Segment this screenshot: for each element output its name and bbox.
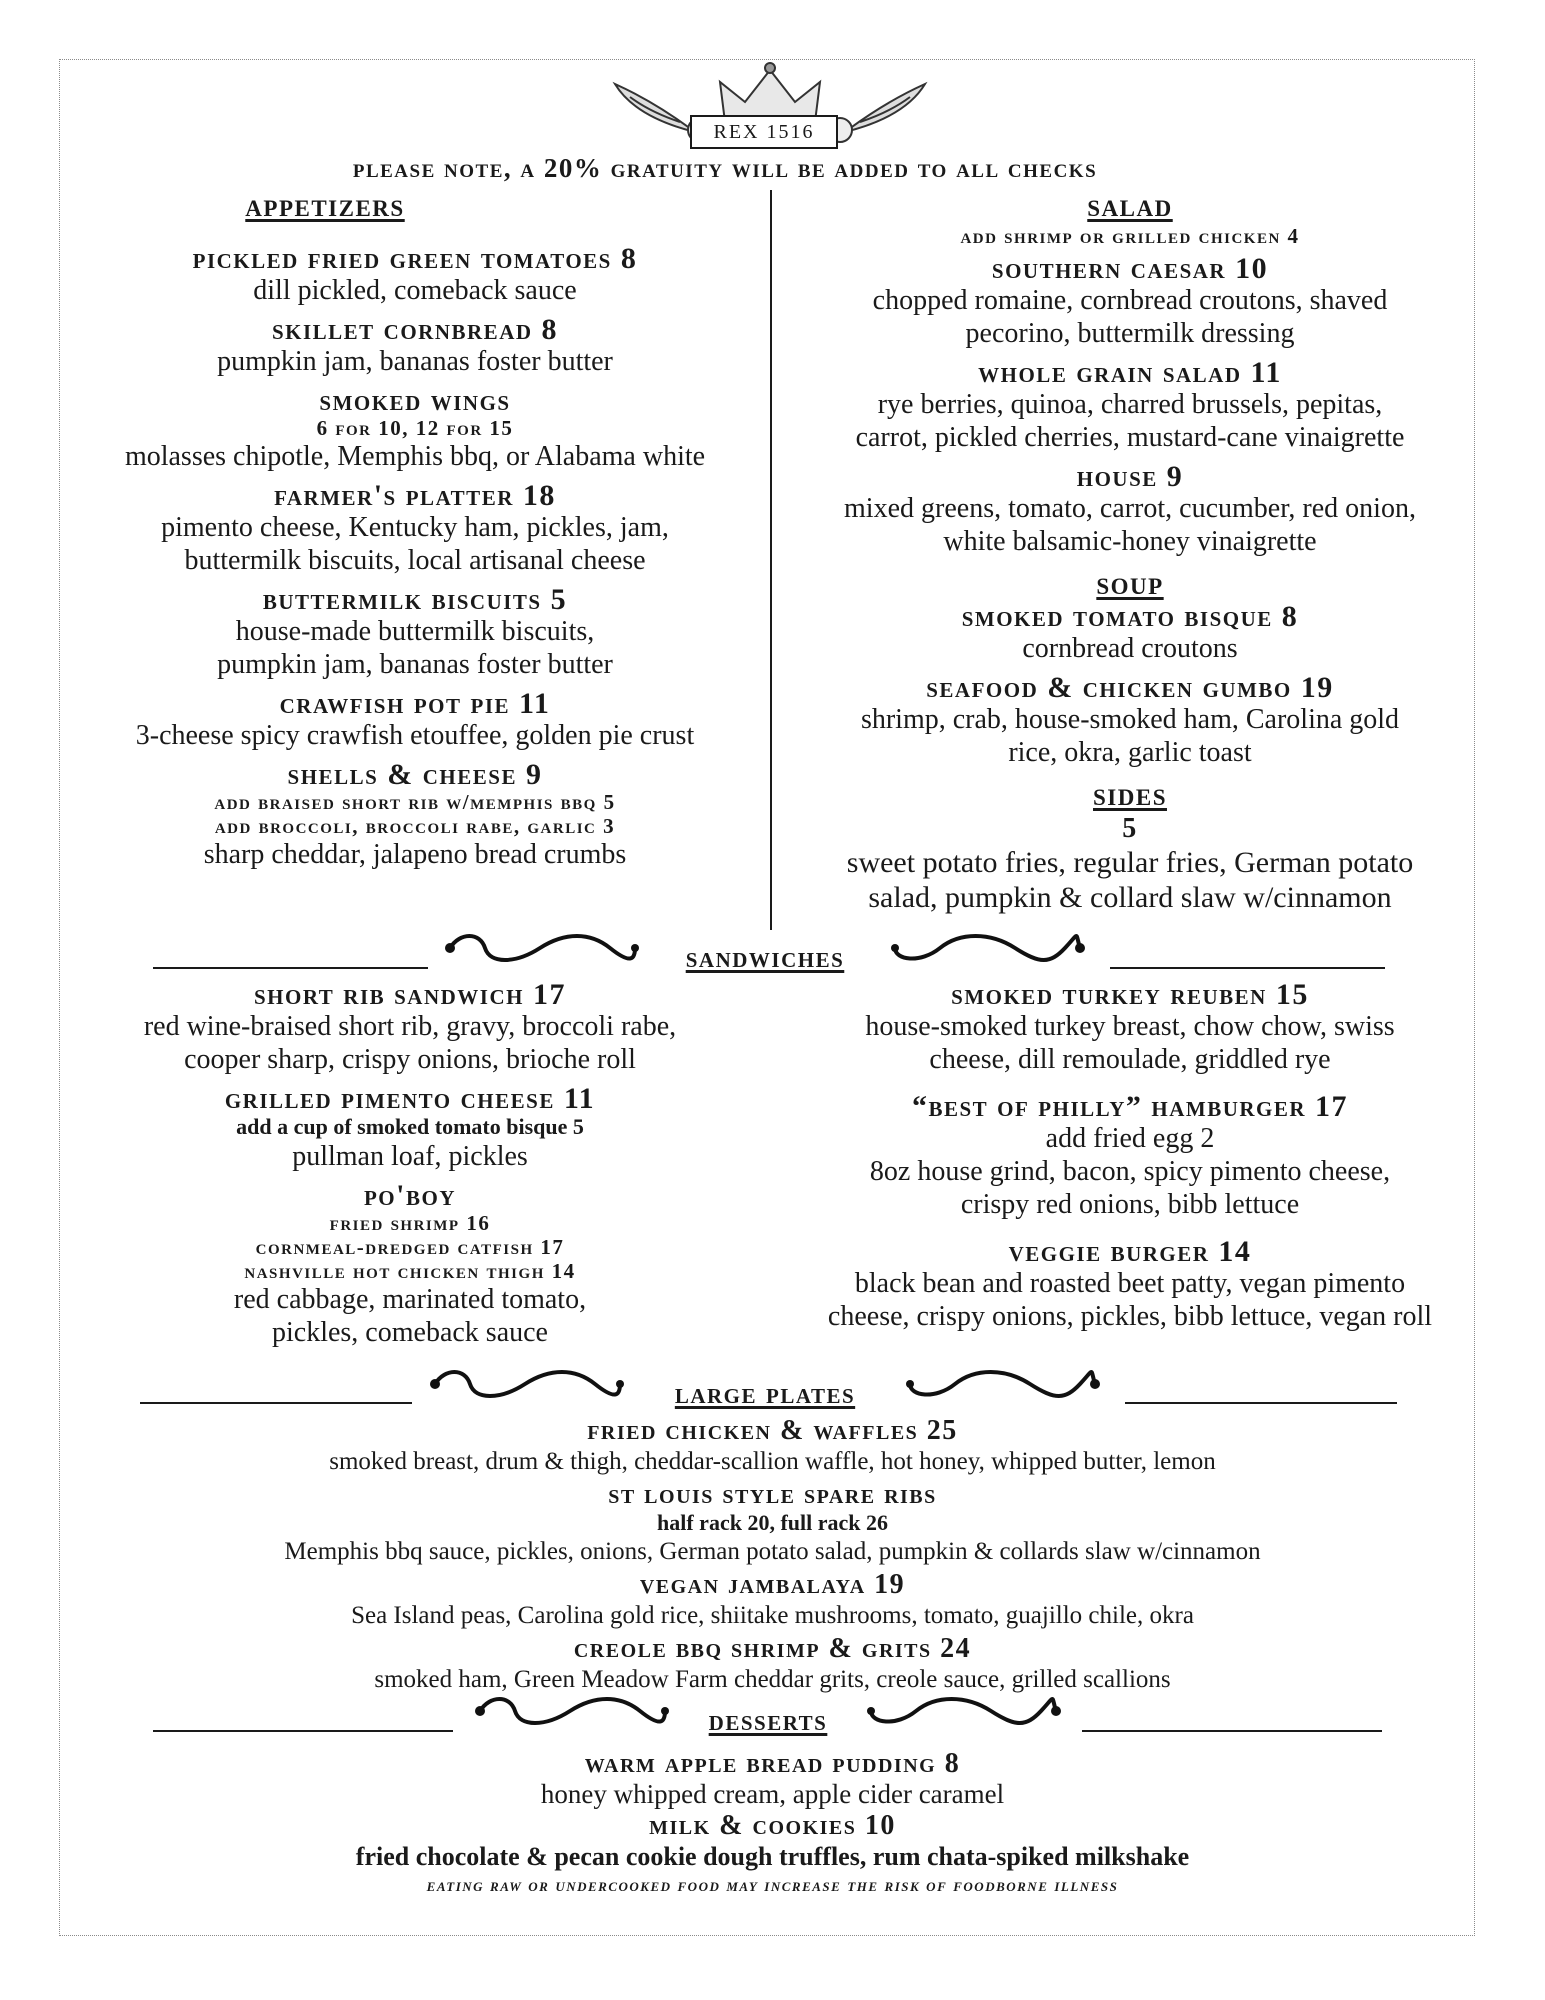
item-title: skillet cornbread 8	[271, 313, 559, 346]
item-title: whole grain salad 11	[978, 356, 1282, 389]
menu-item	[790, 980, 1470, 1076]
item-title: fried chicken & waffles 25	[587, 1415, 958, 1446]
item-title: po'boy	[363, 1179, 456, 1212]
item-option: cornmeal-dredged catfish 17	[255, 1235, 565, 1259]
left-flourish	[440, 930, 640, 966]
item-title: southern caesar 10	[991, 252, 1269, 285]
item-description: smoked breast, drum & thigh, cheddar-scallion waffle, hot honey, whipped butter, lemon	[329, 1448, 1216, 1475]
item-option: nashville hot chicken thigh 14	[244, 1259, 576, 1283]
item-description: sharp cheddar, jalapeno bread crumbs	[203, 839, 627, 870]
item-title: “best of philly” hamburger 17	[911, 1090, 1349, 1123]
divider-rule	[153, 1730, 453, 1732]
brand-badge: REX 1516	[690, 115, 838, 149]
menu-item	[80, 386, 750, 473]
item-title: pickled fried green tomatoes 8	[192, 242, 638, 275]
item-title: short rib sandwich 17	[254, 978, 566, 1011]
item-description: shrimp, crab, house-smoked ham, Carolina gold	[860, 704, 1400, 735]
item-title: grilled pimento cheese 11	[224, 1082, 596, 1115]
salad-heading: salad	[1087, 188, 1173, 224]
soup-heading: soup	[1096, 566, 1164, 602]
menu-item	[150, 1415, 1395, 1477]
large-plates-heading: large plates	[674, 1377, 856, 1410]
salad-note: add shrimp or grilled chicken 4	[960, 224, 1300, 248]
menu-item	[790, 254, 1470, 350]
menu-item	[150, 1479, 1395, 1567]
sandwiches-right-column	[790, 980, 1470, 1349]
large-plates-section	[150, 1415, 1395, 1697]
item-title: house 9	[1076, 460, 1184, 493]
item-title: vegan jambalaya 19	[639, 1569, 906, 1600]
sides-price: 5	[1122, 813, 1138, 844]
sides-heading: sides	[1093, 777, 1167, 813]
menu-item	[80, 760, 750, 871]
item-description: house-made buttermilk biscuits,	[235, 616, 595, 647]
menu-item	[790, 1092, 1470, 1221]
item-title: smoked tomato bisque 8	[961, 600, 1299, 633]
left-flourish	[425, 1366, 625, 1402]
menu-item	[150, 1633, 1395, 1695]
menu-item	[90, 1084, 730, 1173]
menu-item	[80, 481, 750, 577]
item-description: pimento cheese, Kentucky ham, pickles, jam,	[161, 512, 669, 543]
divider-rule	[1110, 967, 1385, 969]
item-description: molasses chipotle, Memphis bbq, or Alabama white	[124, 441, 706, 472]
item-description: red cabbage, marinated tomato,	[233, 1284, 587, 1315]
item-title: buttermilk biscuits 5	[262, 583, 568, 616]
item-note: fried chocolate & pecan cookie dough truffles, rum chata-spiked milkshake	[355, 1842, 1190, 1871]
gratuity-notice: please note, a 20% gratuity will be added to all checks	[352, 153, 1098, 183]
right-flourish	[905, 1366, 1105, 1402]
food-safety-footer: eating raw or undercooked food may increase the risk of foodborne illness	[426, 1875, 1119, 1895]
menu-item	[150, 1810, 1395, 1872]
menu-item	[790, 1237, 1470, 1333]
item-description: house-smoked turkey breast, chow chow, swiss	[865, 1011, 1395, 1042]
divider-rule	[1082, 1730, 1382, 1732]
item-option: 6 for 10, 12 for 15	[316, 416, 514, 440]
item-description: honey whipped cream, apple cider caramel	[540, 1779, 1005, 1809]
item-description: 3-cheese spicy crawfish etouffee, golden pie crust	[135, 720, 695, 751]
item-option: add broccoli, broccoli rabe, garlic 3	[214, 814, 616, 838]
item-description: pickles, comeback sauce	[272, 1317, 548, 1348]
item-description: cornbread croutons	[1022, 633, 1238, 664]
item-description: smoked ham, Green Meadow Farm cheddar grits, creole sauce, grilled scallions	[374, 1666, 1171, 1693]
divider-rule	[1125, 1402, 1397, 1404]
item-description: pecorino, buttermilk dressing	[965, 318, 1295, 349]
item-description: cheese, dill remoulade, griddled rye	[929, 1044, 1331, 1075]
appetizers-column	[80, 188, 750, 879]
menu-item	[790, 602, 1470, 665]
item-note: add a cup of smoked tomato bisque 5	[236, 1114, 584, 1139]
item-description: pumpkin jam, bananas foster butter	[217, 346, 613, 377]
item-title: st louis style spare ribs	[608, 1479, 937, 1510]
item-description: carrot, pickled cherries, mustard-cane vinaigrette	[855, 422, 1405, 453]
menu-item	[790, 358, 1470, 454]
divider-rule	[153, 967, 428, 969]
item-description: dill pickled, comeback sauce	[253, 275, 577, 306]
menu-item	[80, 689, 750, 752]
item-description: crispy red onions, bibb lettuce	[960, 1189, 1300, 1220]
menu-item	[790, 462, 1470, 558]
item-note: half rack 20, full rack 26	[657, 1510, 888, 1535]
item-description: cheese, crispy onions, pickles, bibb lettuce, vegan roll	[827, 1301, 1433, 1332]
item-description: pullman loaf, pickles	[292, 1141, 528, 1172]
sides-description: salad, pumpkin & collard slaw w/cinnamon	[868, 881, 1392, 914]
item-title: milk & cookies 10	[649, 1810, 896, 1841]
appetizers-heading: appetizers	[245, 188, 405, 224]
item-description: white balsamic-honey vinaigrette	[943, 526, 1317, 557]
item-title: veggie burger 14	[1008, 1235, 1252, 1268]
item-option: add braised short rib w/memphis bbq 5	[214, 790, 616, 814]
column-divider	[770, 190, 772, 930]
item-option: fried shrimp 16	[329, 1211, 491, 1235]
item-title: crawfish pot pie 11	[279, 687, 551, 720]
item-description: pumpkin jam, bananas foster butter	[217, 649, 613, 680]
divider-rule	[140, 1402, 412, 1404]
item-description: 8oz house grind, bacon, spicy pimento cheese,	[869, 1156, 1391, 1187]
right-flourish	[866, 1693, 1066, 1729]
menu-item	[150, 1569, 1395, 1631]
item-description: rice, okra, garlic toast	[1008, 737, 1252, 768]
item-description: black bean and roasted beet patty, vegan pimento	[854, 1268, 1406, 1299]
menu-item	[790, 673, 1470, 769]
item-title: warm apple bread pudding 8	[584, 1748, 961, 1779]
item-title: smoked turkey reuben 15	[951, 978, 1309, 1011]
menu-item	[90, 980, 730, 1076]
desserts-section	[150, 1748, 1395, 1896]
item-title: creole bbq shrimp & grits 24	[573, 1633, 972, 1664]
sandwiches-left-column	[90, 980, 730, 1357]
menu-item	[80, 585, 750, 681]
item-description: buttermilk biscuits, local artisanal cheese	[184, 545, 646, 576]
item-description: cooper sharp, crispy onions, brioche roll	[184, 1044, 636, 1075]
desserts-heading: desserts	[708, 1704, 828, 1737]
item-title: smoked wings	[319, 384, 511, 417]
item-title: seafood & chicken gumbo 19	[926, 671, 1334, 704]
item-title: farmer's platter 18	[274, 479, 556, 512]
menu-item	[80, 244, 750, 307]
item-description: mixed greens, tomato, carrot, cucumber, red onion,	[844, 493, 1416, 524]
sides-description: sweet potato fries, regular fries, German potato	[846, 846, 1414, 879]
item-title: shells & cheese 9	[287, 758, 543, 791]
sandwiches-heading: sandwiches	[685, 941, 845, 974]
item-description: chopped romaine, cornbread croutons, shaved	[872, 285, 1388, 316]
salad-soup-sides-column	[790, 188, 1470, 915]
left-flourish	[470, 1693, 670, 1729]
item-description: Sea Island peas, Carolina gold rice, shiitake mushrooms, tomato, guajillo chile, okra	[351, 1602, 1194, 1629]
right-flourish	[890, 930, 1090, 966]
item-description: add fried egg 2	[1045, 1123, 1215, 1154]
menu-item	[80, 315, 750, 378]
item-description: rye berries, quinoa, charred brussels, pepitas,	[877, 389, 1383, 420]
item-description: red wine-braised short rib, gravy, broccoli rabe,	[143, 1011, 677, 1042]
menu-item	[90, 1181, 730, 1349]
menu-item	[150, 1748, 1395, 1810]
item-description: Memphis bbq sauce, pickles, onions, German potato salad, pumpkin & collards slaw w/cinnamon	[284, 1538, 1261, 1565]
